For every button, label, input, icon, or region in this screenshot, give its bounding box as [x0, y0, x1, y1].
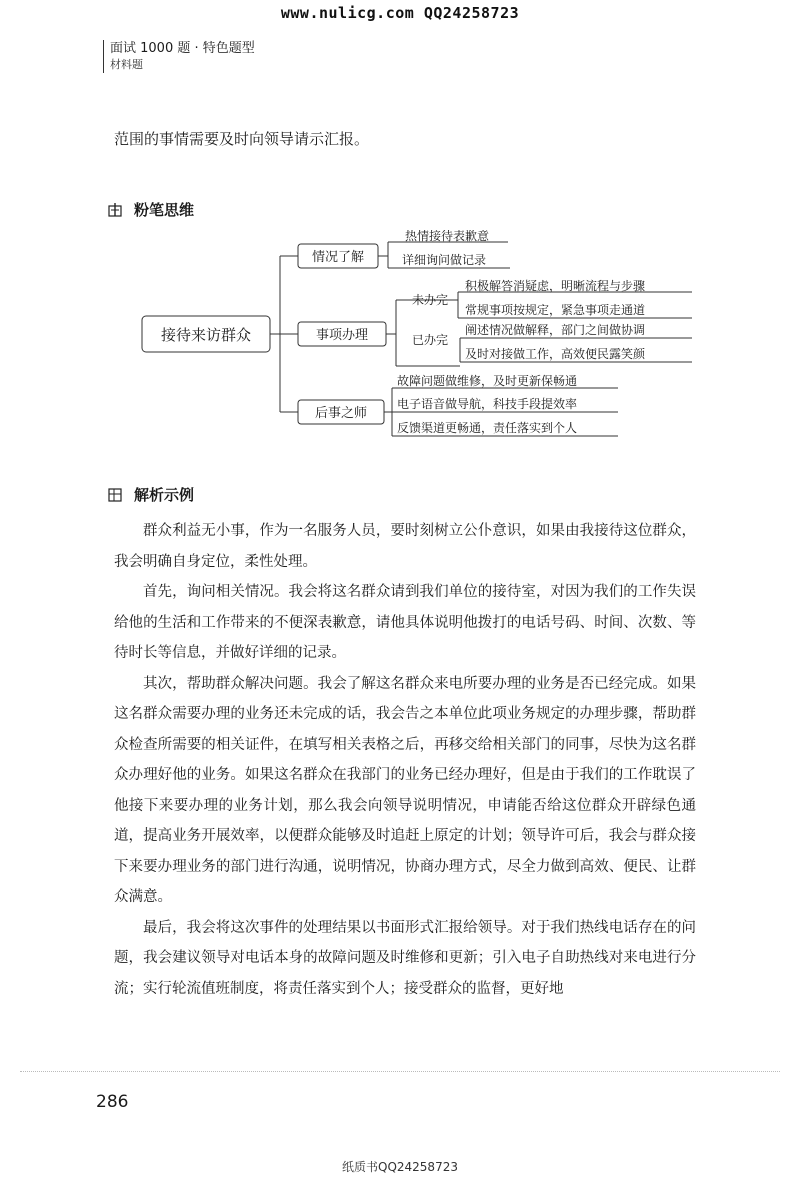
branch-1-item-2: 详细询问做记录 — [402, 253, 487, 267]
group-finished: 已办完 — [412, 333, 449, 347]
continued-text: 范围的事情需要及时向领导请示汇报。 — [114, 130, 370, 148]
analysis-paragraph-2: 首先，询问相关情况。我会将这名群众请到我们单位的接待室，对因为我们的工作失误给他的生活和工作带来的不便深表歉意，请他具体说明他拨打的电话号码、时间、次数、等待时长等信息，并做好详细的记录。 — [114, 584, 696, 661]
analysis-icon — [108, 488, 122, 502]
analysis-paragraph-1: 群众利益无小事，作为一名服务人员，要时刻树立公仆意识，如果由我接待这位群众，我会明确自身定位，柔性处理。 — [114, 523, 696, 570]
book-title: 面试 1000 题 · 特色题型 — [110, 41, 255, 56]
mindmap-title-text: 粉笔思维 — [134, 201, 195, 219]
group-unfinished: 未办完 — [412, 293, 449, 307]
mindmap-root: 接待来访群众 — [160, 326, 252, 344]
mindmap-icon — [108, 203, 122, 217]
analysis-title-text: 解析示例 — [134, 486, 195, 504]
running-head — [103, 40, 255, 73]
top-watermark: www.nulicg.com QQ24258723 — [280, 4, 520, 22]
lessons-item-2: 电子语音做导航，科技手段提效率 — [397, 397, 578, 411]
analysis-paragraph-4: 最后，我会将这次事件的处理结果以书面形式汇报给领导。对于我们热线电话存在的问题，我会建议领导对电话本身的故障问题及时维修和更新；引入电子自助热线对来电进行分流；实行轮流值班制度，将责任落实到个人；接受群众的监督，更好地 — [114, 919, 696, 997]
branch-situation: 情况了解 — [311, 250, 365, 265]
mindmap-section-title — [108, 199, 194, 220]
lessons-item-3: 反馈渠道更畅通，责任落实到个人 — [397, 421, 578, 435]
analysis-paragraph-3: 其次，帮助群众解决问题。我会了解这名群众来电所要办理的业务是否已经完成。如果这名群众需要办理的业务还未完成的话，我会告之本单位此项业务规定的办理步骤，帮助群众检查所需要的相关证件，在填写相关表格之后，再移交给相关部门的同事，尽快为这名群众办理好他的业务。如果这名群众在我部门的业务已经办理好，但是由于我们的工作耽误了他接下来要办理的业务计划，那么我会向领导说明情况，申请能否给这位群众开辟绿色通道，提高业务开展效率，以便群众能够及时追赶上原定的计划；领导许可后，我会与群众接下来要办理业务的部门进行沟通，说明情况，协商办理方式，尽全力做到高效、便民、让群众满意。 — [114, 675, 696, 905]
lessons-item-1: 故障问题做维修，及时更新保畅通 — [397, 374, 578, 388]
branch-lessons: 后事之师 — [314, 406, 368, 421]
analysis-body — [114, 516, 696, 1004]
finished-item-2: 及时对接做工作，高效便民露笑颜 — [465, 347, 646, 361]
page-number: 286 — [96, 1092, 129, 1112]
mindmap-diagram — [140, 230, 720, 440]
branch-1-item-1: 热情接待表歉意 — [405, 230, 490, 243]
unfinished-item-2: 常规事项按规定，紧急事项走通道 — [465, 303, 646, 317]
branch-handling: 事项办理 — [315, 328, 369, 343]
section-label: 材料题 — [110, 58, 143, 71]
finished-item-1: 阐述情况做解释，部门之间做协调 — [465, 323, 646, 337]
scan-noise-divider — [20, 1071, 780, 1072]
analysis-section-title — [108, 484, 194, 505]
mindmap-root-connector — [270, 256, 298, 412]
unfinished-item-1: 积极解答消疑虑，明晰流程与步骤 — [465, 279, 646, 293]
bottom-watermark: 纸质书QQ24258723 — [342, 1160, 458, 1174]
